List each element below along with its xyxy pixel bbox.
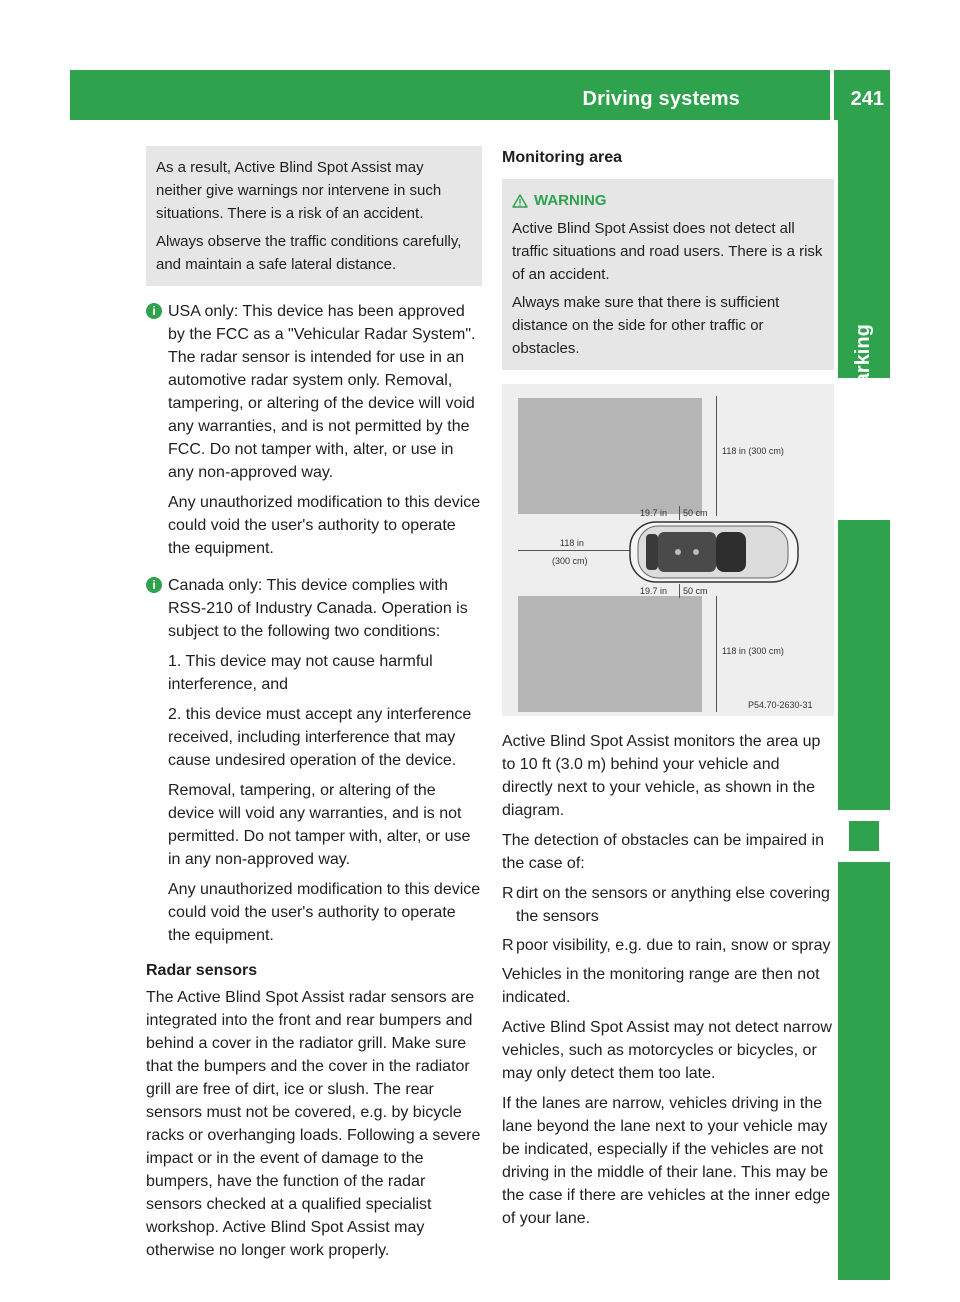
radar-sensors-heading: Radar sensors — [146, 962, 258, 979]
info-icon: i — [146, 577, 162, 593]
dimension-line-rear — [518, 550, 630, 551]
page-number: 241 — [850, 88, 884, 110]
monitoring-area-heading: Monitoring area — [502, 149, 623, 166]
chapter-title: Driving systems — [582, 88, 740, 110]
monitoring-paragraph-4: Active Blind Spot Assist may not detect narrow vehicles, such as motorcycles or bicycles, or may only detect them too late. — [502, 1019, 832, 1082]
lateral-line-bottom — [679, 584, 680, 598]
monitoring-paragraph-3: Vehicles in the monitoring range are then not indicated. — [502, 966, 820, 1006]
monitoring-area-diagram — [502, 384, 834, 716]
section-side-band — [838, 120, 890, 1280]
list-item-text: dirt on the sensors or anything else covering the sensors — [516, 885, 830, 925]
warning-label — [512, 189, 824, 212]
car-top-view-icon — [628, 520, 800, 584]
bullet-glyph: R — [502, 937, 514, 954]
lateral-label-bottom-in: 19.7 in — [640, 586, 668, 596]
diagram-code: P54.70-2630-31 — [748, 700, 813, 710]
warning-paragraph-1: Active Blind Spot Assist does not detect all traffic situations and road users. There is a risk of an accident. — [512, 220, 823, 283]
canada-paragraph-3: 2. this device must accept any interference received, including interference that may cause undesired operation of the device. — [168, 706, 472, 769]
info-note-canada — [146, 574, 482, 947]
dimension-label-rear-in: 118 in — [560, 538, 584, 548]
canada-paragraph-4: Removal, tampering, or altering of the device will void any warranties, and is not permitted. Do not tamper with, alter, or use in any non-approved way. — [168, 782, 471, 868]
canada-paragraph-2: 1. This device may not cause harmful interference, and — [168, 653, 433, 693]
dimension-label-top: 118 in (300 cm) — [722, 446, 784, 456]
monitoring-paragraph-5: If the lanes are narrow, vehicles driving in the lane beyond the lane next to your vehicle may be indicated, especially if the vehicles are not driving in the middle of their lane. This may be the case if there are vehicles at the inner edge of your lane. — [502, 1095, 831, 1227]
section-title: Driving and parking — [852, 324, 874, 512]
bullet-glyph: R — [502, 885, 514, 902]
box-paragraph-2: Always observe the traffic conditions carefully, and maintain a safe lateral distance. — [156, 233, 462, 273]
warning-paragraph-2: Always make sure that there is sufficient distance on the side for other traffic or obstacles. — [512, 294, 780, 357]
lateral-line-top — [679, 506, 680, 520]
list-item-text: poor visibility, e.g. due to rain, snow or spray — [516, 937, 831, 954]
monitoring-paragraph-1: Active Blind Spot Assist monitors the area up to 10 ft (3.0 m) behind your vehicle and directly next to your vehicle, as shown in the diagram. — [502, 733, 821, 819]
warning-triangle-icon — [512, 194, 528, 208]
lateral-label-top-cm: 50 cm — [683, 508, 708, 518]
usa-paragraph-1: USA only: This device has been approved by the FCC as a "Vehicular Radar System". The radar sensor is intended for use in an automotive radar system only. Removal, tampering, or altering of the device will void any warranties, and is not permitted by the FCC. Do not tamper with, alter, or use in any non-approved way. — [168, 303, 476, 481]
section-square-marker — [838, 810, 890, 862]
info-icon: i — [146, 303, 162, 319]
left-column — [146, 146, 482, 1269]
header-separator — [830, 70, 834, 120]
list-item — [502, 882, 834, 928]
canada-paragraph-1: Canada only: This device complies with RSS-210 of Industry Canada. Operation is subject to the following two conditions: — [168, 577, 468, 640]
monitoring-zone-top — [518, 398, 702, 514]
lateral-label-bottom-cm: 50 cm — [683, 586, 708, 596]
dimension-label-bottom: 118 in (300 cm) — [722, 646, 784, 656]
radar-sensors-text: The Active Blind Spot Assist radar sensors are integrated into the front and rear bumpers and behind a cover in the radiator grill. Make sure that the bumpers and the cover in the radiator grill are free of dirt, ice or slush. The rear sensors must not be covered, e.g. by bicycle racks or overhanging loads. Following a severe impact or in the event of damage to the bumpers, have the function of the radar sensors checked at a qualified specialist workshop. Active Blind Spot Assist may otherwise no longer work properly. — [146, 989, 481, 1259]
warning-continuation-box — [146, 146, 482, 286]
right-column — [502, 146, 834, 1237]
dimension-line-bottom — [716, 596, 717, 712]
warning-box — [502, 179, 834, 370]
monitoring-zone-bottom — [518, 596, 702, 712]
lateral-label-top-in: 19.7 in — [640, 508, 668, 518]
canada-paragraph-5: Any unauthorized modification to this device could void the user's authority to operate the equipment. — [168, 881, 481, 944]
dimension-label-rear-cm: (300 cm) — [552, 556, 588, 566]
warning-label-text: WARNING — [534, 192, 607, 209]
page-header — [70, 70, 890, 120]
usa-paragraph-2: Any unauthorized modification to this device could void the user's authority to operate the equipment. — [168, 494, 481, 557]
info-note-usa — [146, 300, 482, 560]
monitoring-paragraph-2: The detection of obstacles can be impaired in the case of: — [502, 832, 824, 872]
dimension-line-top — [716, 396, 717, 516]
list-item — [502, 934, 834, 957]
box-paragraph-1: As a result, Active Blind Spot Assist may neither give warnings nor intervene in such situations. There is a risk of an accident. — [156, 159, 442, 222]
